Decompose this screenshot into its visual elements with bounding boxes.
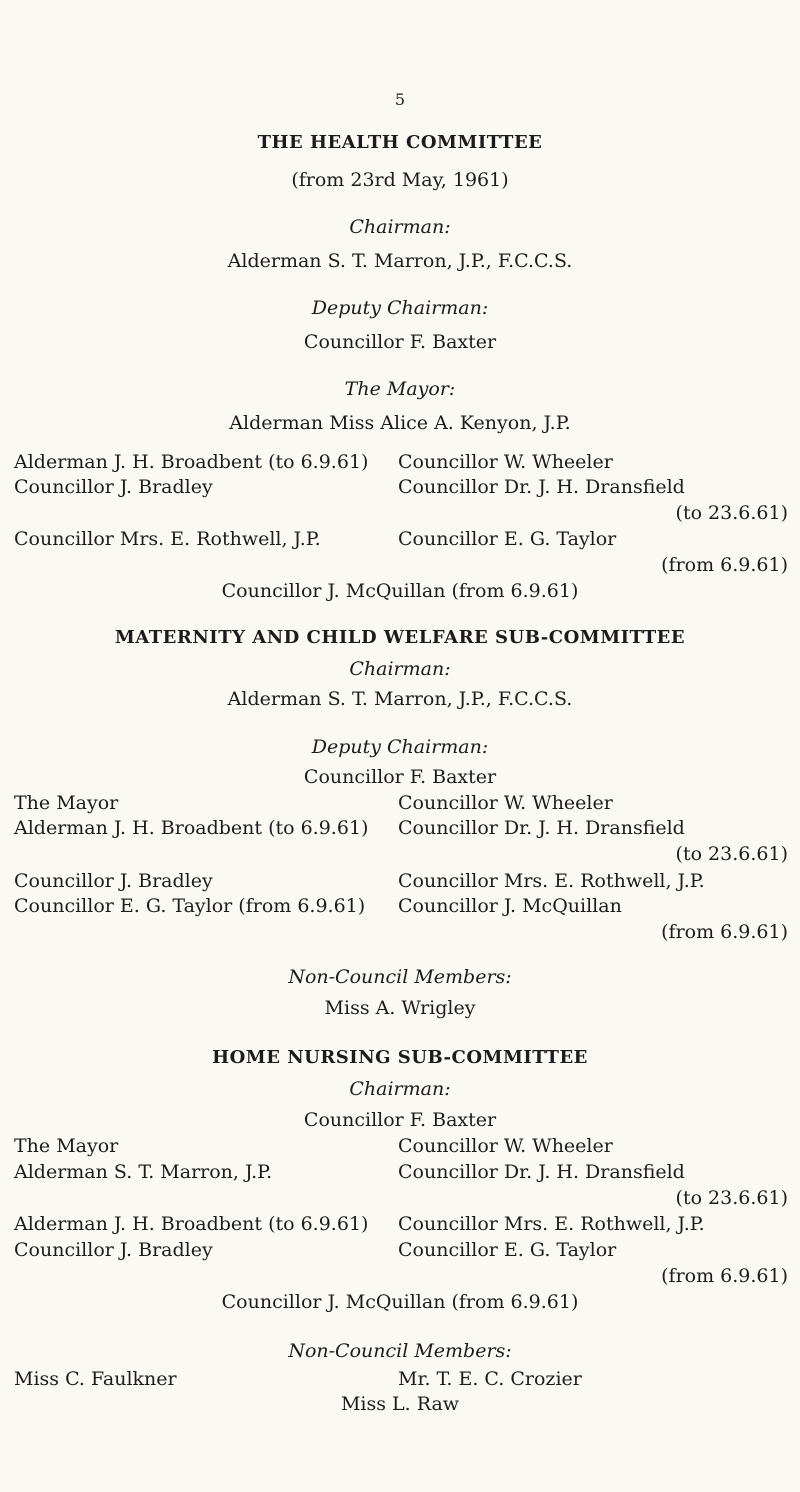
health-member-left: Alderman J. H. Broadbent (to 6.9.61) <box>14 451 369 473</box>
maternity-deputy: Councillor F. Baxter <box>303 766 497 788</box>
home-nursing-noncouncil-member: Miss L. Raw <box>340 1393 460 1415</box>
health-member-right: Councillor E. G. Taylor <box>398 528 617 550</box>
health-member-last: Councillor J. McQuillan (from 6.9.61) <box>221 580 579 602</box>
health-member-right-note: (to 23.6.61) <box>675 502 788 524</box>
maternity-member-right: Councillor Dr. J. H. Dransfield <box>398 817 685 839</box>
home-nursing-member-right: Councillor E. G. Taylor <box>398 1239 617 1261</box>
maternity-member-left: The Mayor <box>14 792 119 814</box>
maternity-chairman-label: Chairman: <box>349 658 451 680</box>
health-member-right: Councillor Dr. J. H. Dransfield <box>398 476 685 498</box>
maternity-noncouncil-member: Miss A. Wrigley <box>324 997 476 1019</box>
home-nursing-member-right-note: (from 6.9.61) <box>661 1265 788 1287</box>
home-nursing-member-left: Alderman S. T. Marron, J.P. <box>14 1161 273 1183</box>
home-nursing-member-left: The Mayor <box>14 1135 119 1157</box>
health-member-left: Councillor J. Bradley <box>14 476 213 498</box>
health-member-right-note: (from 6.9.61) <box>661 554 788 576</box>
maternity-member-right-note: (from 6.9.61) <box>661 921 788 943</box>
home-nursing-member-left: Alderman J. H. Broadbent (to 6.9.61) <box>14 1213 369 1235</box>
health-subheading: (from 23rd May, 1961) <box>291 169 509 191</box>
maternity-member-right: Councillor J. McQuillan <box>398 895 622 917</box>
health-mayor-label: The Mayor: <box>344 378 456 400</box>
maternity-noncouncil-label: Non-Council Members: <box>288 966 512 988</box>
health-deputy: Councillor F. Baxter <box>303 331 497 353</box>
health-deputy-label: Deputy Chairman: <box>311 297 489 319</box>
maternity-member-left: Councillor J. Bradley <box>14 870 213 892</box>
home-nursing-noncouncil-member: Miss C. Faulkner <box>14 1368 177 1390</box>
home-nursing-chairman-label: Chairman: <box>349 1078 451 1100</box>
health-member-right: Councillor W. Wheeler <box>398 451 613 473</box>
maternity-chairman: Alderman S. T. Marron, J.P., F.C.C.S. <box>227 688 573 710</box>
maternity-member-left: Alderman J. H. Broadbent (to 6.9.61) <box>14 817 369 839</box>
health-chairman: Alderman S. T. Marron, J.P., F.C.C.S. <box>227 250 573 272</box>
home-nursing-noncouncil-member: Mr. T. E. C. Crozier <box>398 1368 582 1390</box>
home-nursing-member-right-note: (to 23.6.61) <box>675 1187 788 1209</box>
maternity-member-right-note: (to 23.6.61) <box>675 843 788 865</box>
health-member-left: Councillor Mrs. E. Rothwell, J.P. <box>14 528 321 550</box>
page-number: 5 <box>394 90 406 109</box>
home-nursing-member-right: Councillor Mrs. E. Rothwell, J.P. <box>398 1213 705 1235</box>
home-nursing-member-last: Councillor J. McQuillan (from 6.9.61) <box>221 1291 579 1313</box>
health-mayor: Alderman Miss Alice A. Kenyon, J.P. <box>229 412 571 434</box>
health-heading: THE HEALTH COMMITTEE <box>257 132 543 153</box>
home-nursing-heading: HOME NURSING SUB-COMMITTEE <box>212 1047 588 1068</box>
home-nursing-noncouncil-label: Non-Council Members: <box>288 1340 512 1362</box>
maternity-member-right: Councillor W. Wheeler <box>398 792 613 814</box>
home-nursing-member-right: Councillor Dr. J. H. Dransfield <box>398 1161 685 1183</box>
maternity-heading: MATERNITY AND CHILD WELFARE SUB-COMMITTEE <box>114 627 686 648</box>
maternity-member-right: Councillor Mrs. E. Rothwell, J.P. <box>398 870 705 892</box>
home-nursing-member-left: Councillor J. Bradley <box>14 1239 213 1261</box>
home-nursing-member-right: Councillor W. Wheeler <box>398 1135 613 1157</box>
home-nursing-chairman: Councillor F. Baxter <box>303 1109 497 1131</box>
maternity-member-left: Councillor E. G. Taylor (from 6.9.61) <box>14 895 366 917</box>
maternity-deputy-label: Deputy Chairman: <box>311 736 489 758</box>
health-chairman-label: Chairman: <box>349 216 451 238</box>
